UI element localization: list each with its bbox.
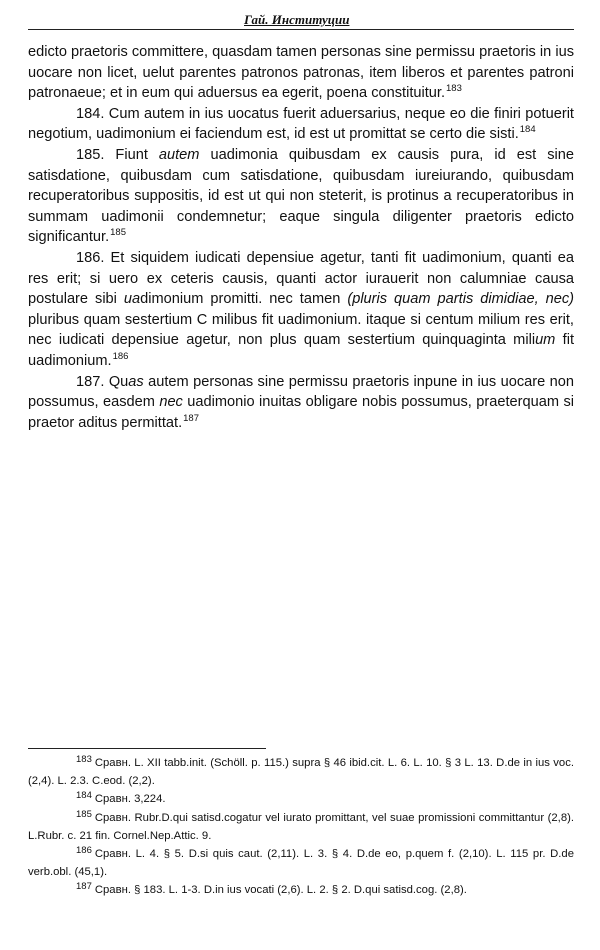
running-header — [28, 8, 574, 30]
paragraph-186: 186. Et siquidem iudicati depensiue agetur, tanti fit uadimonium, quanti ea res erit; si uero ex ceteris causis, quanti actor iurauerit non calumniae causa postulare sibi uadimonium promitti. nec tamen (pluris quam partis dimidiae, nec) pluribus quam sestertium C milibus fit uadimonium. itaque si centum milium res erit, nec iudicati depensiue agetur, non plus quam sestertium quinquaginta milium fit uadimonium.$^{186}$ — [28, 249, 574, 369]
page — [28, 0, 574, 950]
footnote-185: $^{185}$ Сравн. Rubr.D.qui satisd.cogatur vel iurato promittant, vel suae promissioni committantur (2,8). L.Rubr. c. 21 fin. Cornel.Nep.Attic. 9. — [28, 808, 574, 842]
footnote-ref-183: 183 — [446, 83, 462, 95]
footnote-ref-184: 184 — [519, 124, 536, 136]
header-title: Гай. Институции — [238, 12, 355, 28]
paragraph-187: 187. Quas autem personas sine permissu praetoris inpune in ius uocare non possumus, easdem nec uadimonio inuitas obligare nobis possumus, praeterquam si praetor aditus permittat.$^{187}$ — [28, 373, 574, 431]
footnote-183: $^{183}$ Сравн. L. XII tabb.init. (Schöll. p. 115.) supra § 46 ibid.cit. L. 6. L. 10. § 3 L. 13. D.de in ius voc. (2,4). L. 2.3. C.eod. (2,2). — [28, 754, 574, 788]
footnote-ref-186: 186 — [112, 350, 129, 362]
footnote-184: $^{184}$ Сравн. 3,224. — [76, 790, 166, 806]
footnote-187: $^{187}$ Сравн. § 183. L. 1-3. D.in ius vocati (2,6). L. 2. § 2. D.qui satisd.cog. (2,8). — [76, 881, 467, 897]
main-text — [28, 42, 574, 433]
paragraph-184: 184. Cum autem in ius uocatus fuerit aduersarius, neque eo die finiri potuerit negotium, uadimonium ei faciendum est, id est ut promittat se certo die sisti.$^{184}$ — [28, 105, 574, 143]
footnote-ref-185: 185 — [110, 227, 126, 239]
footnote-ref-187: 187 — [183, 412, 199, 424]
footnotes — [28, 754, 574, 900]
footnote-186: $^{186}$ Сравн. L. 4. § 5. D.si quis caut. (2,11). L. 3. § 4. D.de eo, p.quem f. (2,10). L. 115 pr. D.de verb.obl. (45,1). — [28, 845, 574, 879]
header-rule — [28, 29, 574, 30]
footnote-separator — [28, 748, 266, 749]
paragraph-continuation: edicto praetoris committere, quasdam tamen personas sine permissu praetoris in ius uocare non licet, uelut parentes patronos patronas, item liberos et parentes patroni patronaeue; et in eum qui aduersus ea egerit, poena constituitur.$^{183}$ — [28, 44, 574, 102]
paragraph-185: 185. Fiunt autem uadimonia quibusdam ex causis pura, id est sine satisdatione, quibusdam cum satisdatione, quibusdam iureiurando, quibusdam recuperatoribus suppositis, id est ut qui non steterit, is protinus a recuperatoribus in summam uadimonii condemnetur; eaque singula diligenter praetoris edicto significantur.$^{185}$ — [28, 146, 574, 246]
